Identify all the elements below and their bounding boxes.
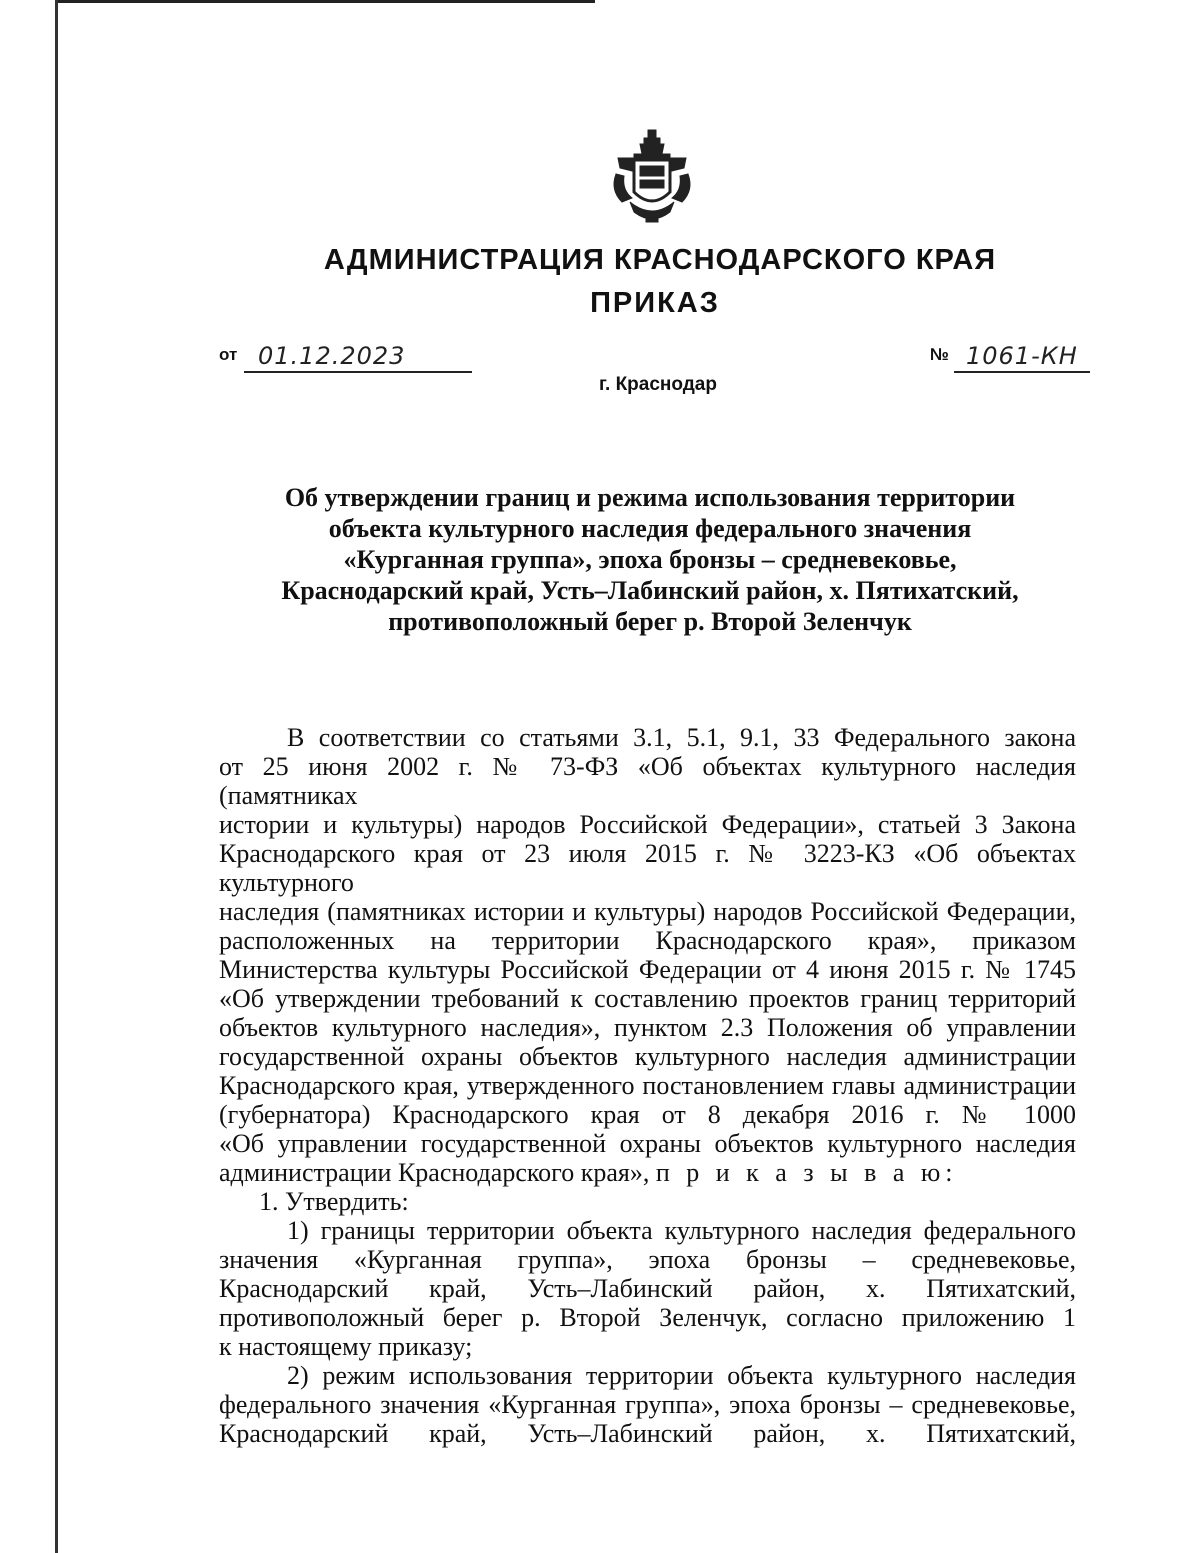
title-line: Краснодарский край, Усть–Лабинский район, х. Пятихатский,: [281, 576, 1019, 605]
scan-edge-top: [55, 0, 595, 3]
date-prefix: от: [219, 345, 238, 364]
body-line: Краснодарский край, Усть–Лабинский район, х. Пятихатский,: [219, 1274, 1076, 1303]
body-line: от 25 июня 2002 г. № 73-ФЗ «Об объектах культурного наследия (памятниках: [219, 752, 1076, 810]
order-title: [230, 482, 1070, 637]
body-line: 1) границы территории объекта культурного наследия федерального: [287, 1216, 1076, 1245]
title-line: объекта культурного наследия федерального значения: [328, 514, 972, 543]
coat-of-arms-icon: [604, 128, 700, 228]
body-line: федерального значения «Курганная группа», эпоха бронзы – средневековье,: [219, 1390, 1076, 1419]
title-line: Об утверждении границ и режима использования территории: [284, 483, 1016, 512]
number-handwritten: 1061-КН: [966, 342, 1078, 370]
body-line: [219, 1158, 1076, 1187]
number-underline: [954, 371, 1090, 373]
body-line: значения «Курганная группа», эпоха бронзы – средневековье,: [219, 1245, 1076, 1274]
number-prefix: №: [930, 345, 949, 364]
body-line: «Об управлении государственной охраны объектов культурного наследия: [219, 1129, 1076, 1158]
document-type: ПРИКАЗ: [590, 287, 720, 319]
organization-title: АДМИНИСТРАЦИЯ КРАСНОДАРСКОГО КРАЯ: [323, 244, 997, 276]
body-line-text: администрации Краснодарского края»,: [219, 1158, 650, 1187]
body-line: Министерства культуры Российской Федерации от 4 июня 2015 г. № 1745: [219, 955, 1076, 984]
body-line: истории и культуры) народов Российской Федерации», статьей 3 Закона: [219, 810, 1076, 839]
date-underline: [244, 371, 472, 373]
date-handwritten: 01.12.2023: [258, 342, 406, 370]
body-line: В соответствии со статьями 3.1, 5.1, 9.1, 33 Федерального закона: [287, 723, 1076, 752]
body-line: государственной охраны объектов культурного наследия администрации: [219, 1042, 1076, 1071]
body-line: наследия (памятниках истории и культуры) народов Российской Федерации,: [219, 897, 1076, 926]
body-line: Краснодарский край, Усть–Лабинский район, х. Пятихатский,: [219, 1419, 1076, 1448]
title-line: противоположный берег р. Второй Зеленчук: [388, 607, 912, 636]
body-line: «Об утверждении требований к составлению проектов границ территорий: [219, 984, 1076, 1013]
body-line: к настоящему приказу;: [219, 1332, 473, 1361]
body-line: противоположный берег р. Второй Зеленчук, согласно приложению 1: [219, 1303, 1076, 1332]
order-body: [219, 723, 1076, 1448]
order-verb: п р и к а з ы в а ю:: [655, 1158, 958, 1187]
body-line: 1. Утвердить:: [259, 1187, 409, 1216]
body-line: Краснодарского края, утвержденного постановлением главы администрации: [219, 1071, 1076, 1100]
body-line: объектов культурного наследия», пунктом 2.3 Положения об управлении: [219, 1013, 1076, 1042]
body-line: (губернатора) Краснодарского края от 8 декабря 2016 г. № 1000: [219, 1100, 1076, 1129]
body-line: 2) режим использования территории объекта культурного наследия: [287, 1361, 1076, 1390]
body-line: Краснодарского края от 23 июля 2015 г. № 3223-КЗ «Об объектах культурного: [219, 839, 1076, 897]
title-line: «Курганная группа», эпоха бронзы – средневековье,: [343, 545, 957, 574]
city: г. Краснодар: [599, 374, 717, 395]
body-line: расположенных на территории Краснодарского края», приказом: [219, 926, 1076, 955]
scan-edge-left: [55, 0, 58, 1553]
